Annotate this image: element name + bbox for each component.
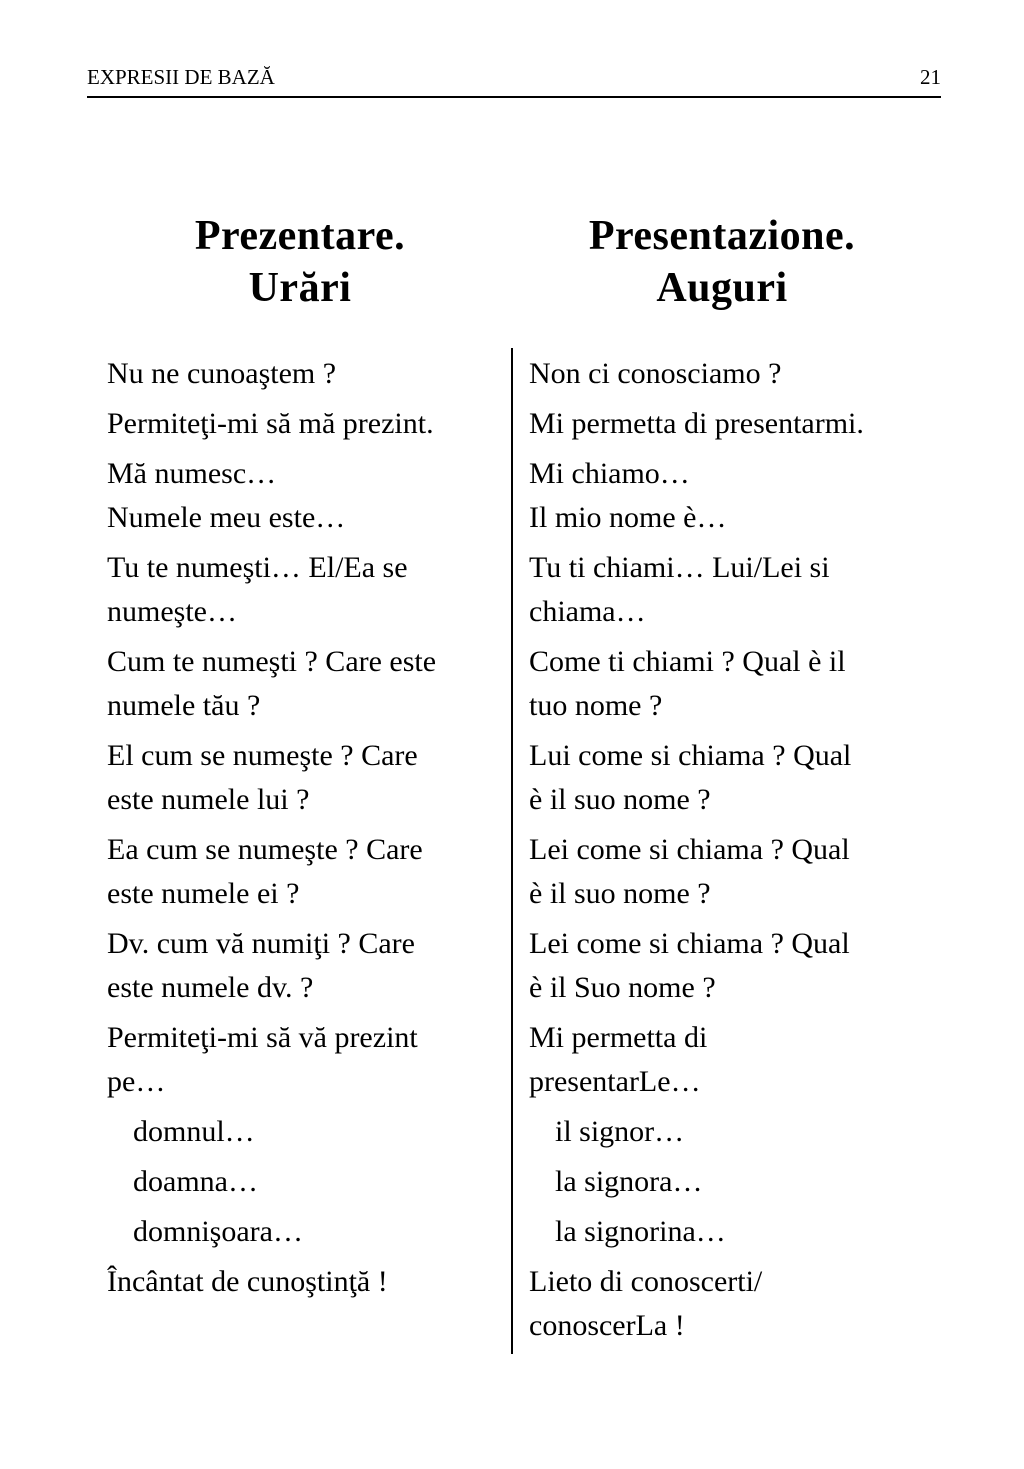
italian-phrase (529, 828, 929, 916)
italian-phrase-line: è il suo nome ? (529, 783, 711, 816)
romanian-phrase (107, 1016, 505, 1104)
italian-heading-line-2: Auguri (656, 265, 788, 311)
italian-phrase-line: Non ci conosciamo ? (529, 357, 782, 390)
romanian-phrase-line: pe… (107, 1065, 166, 1098)
italian-phrase-line: Lui come si chiama ? Qual (529, 739, 852, 772)
italian-phrase (529, 734, 929, 822)
romanian-phrase (107, 452, 505, 540)
romanian-phrase (107, 546, 505, 634)
running-header (87, 62, 941, 98)
italian-phrase-line: Mi permetta di presentarmi. (529, 407, 864, 440)
romanian-phrase-line: Permiteţi-mi să vă prezint (107, 1021, 418, 1054)
romanian-phrase (107, 402, 505, 446)
italian-phrase-line: Mi chiamo… (529, 457, 690, 490)
italian-phrase-line: la signora… (555, 1165, 703, 1198)
romanian-phrase-line: El cum se numeşte ? Care (107, 739, 418, 772)
italian-phrase (529, 1016, 929, 1104)
romanian-phrase (107, 828, 505, 916)
italian-phrase (529, 452, 929, 540)
romanian-phrase-line: este numele dv. ? (107, 971, 314, 1004)
italian-phrase (529, 1110, 929, 1154)
romanian-column (107, 352, 505, 1310)
italian-phrase-line: Tu ti chiami… Lui/Lei si (529, 551, 830, 584)
romanian-phrase-line: este numele ei ? (107, 877, 300, 910)
romanian-phrase (107, 1210, 505, 1254)
italian-column (529, 352, 929, 1354)
italian-phrase-line: Lei come si chiama ? Qual (529, 927, 850, 960)
italian-phrase-line: è il suo nome ? (529, 877, 711, 910)
italian-phrase (529, 640, 929, 728)
romanian-phrase (107, 922, 505, 1010)
romanian-phrase (107, 1260, 505, 1304)
romanian-phrase (107, 734, 505, 822)
page-number: 21 (920, 65, 941, 89)
romanian-phrase-line: Nu ne cunoaştem ? (107, 357, 337, 390)
italian-phrase (529, 402, 929, 446)
romanian-phrase (107, 352, 505, 396)
romanian-phrase-line: numele tău ? (107, 689, 261, 722)
romanian-phrase-line: Cum te numeşti ? Care este (107, 645, 437, 678)
romanian-phrase-line: doamna… (133, 1165, 258, 1198)
italian-phrase-line: Il mio nome è… (529, 501, 727, 534)
italian-phrase (529, 1160, 929, 1204)
italian-phrase (529, 352, 929, 396)
italian-phrase-line: chiama… (529, 595, 646, 628)
romanian-phrase-line: este numele lui ? (107, 783, 310, 816)
italian-phrase-line: Come ti chiami ? Qual è il (529, 645, 846, 678)
italian-phrase-line: presentarLe… (529, 1065, 701, 1098)
romanian-heading-line-2: Urări (248, 265, 352, 311)
chapter-title: EXPRESII DE BAZĂ (87, 65, 275, 89)
italian-phrase-line: la signorina… (555, 1215, 726, 1248)
italian-phrase-line: Lei come si chiama ? Qual (529, 833, 850, 866)
italian-heading-line-1: Presentazione. (588, 213, 856, 259)
romanian-phrase (107, 1160, 505, 1204)
romanian-phrase (107, 1110, 505, 1154)
romanian-phrase-line: domnişoara… (133, 1215, 303, 1248)
romanian-heading-line-1: Prezentare. (194, 213, 406, 259)
italian-phrase-line: Mi permetta di (529, 1021, 708, 1054)
italian-phrase (529, 922, 929, 1010)
romanian-phrase-line: Mă numesc… (107, 457, 277, 490)
column-divider (511, 348, 513, 1354)
italian-phrase (529, 546, 929, 634)
romanian-phrase (107, 640, 505, 728)
romanian-heading (90, 210, 510, 314)
italian-phrase-line: Lieto di conoscerti/ (529, 1265, 763, 1298)
romanian-phrase-line: Permiteţi-mi să mă prezint. (107, 407, 434, 440)
italian-phrase-line: è il Suo nome ? (529, 971, 716, 1004)
italian-heading (512, 210, 932, 314)
romanian-phrase-line: Încântat de cunoştinţă ! (107, 1265, 388, 1298)
italian-phrase (529, 1260, 929, 1348)
italian-phrase-line: tuo nome ? (529, 689, 663, 722)
romanian-phrase-line: numeşte… (107, 595, 237, 628)
romanian-phrase-line: Tu te numeşti… El/Ea se (107, 551, 408, 584)
italian-phrase-line: conoscerLa ! (529, 1309, 685, 1342)
italian-phrase-line: il signor… (555, 1115, 685, 1148)
romanian-phrase-line: Ea cum se numeşte ? Care (107, 833, 423, 866)
romanian-phrase-line: Dv. cum vă numiţi ? Care (107, 927, 415, 960)
romanian-phrase-line: domnul… (133, 1115, 255, 1148)
italian-phrase (529, 1210, 929, 1254)
romanian-phrase-line: Numele meu este… (107, 501, 346, 534)
